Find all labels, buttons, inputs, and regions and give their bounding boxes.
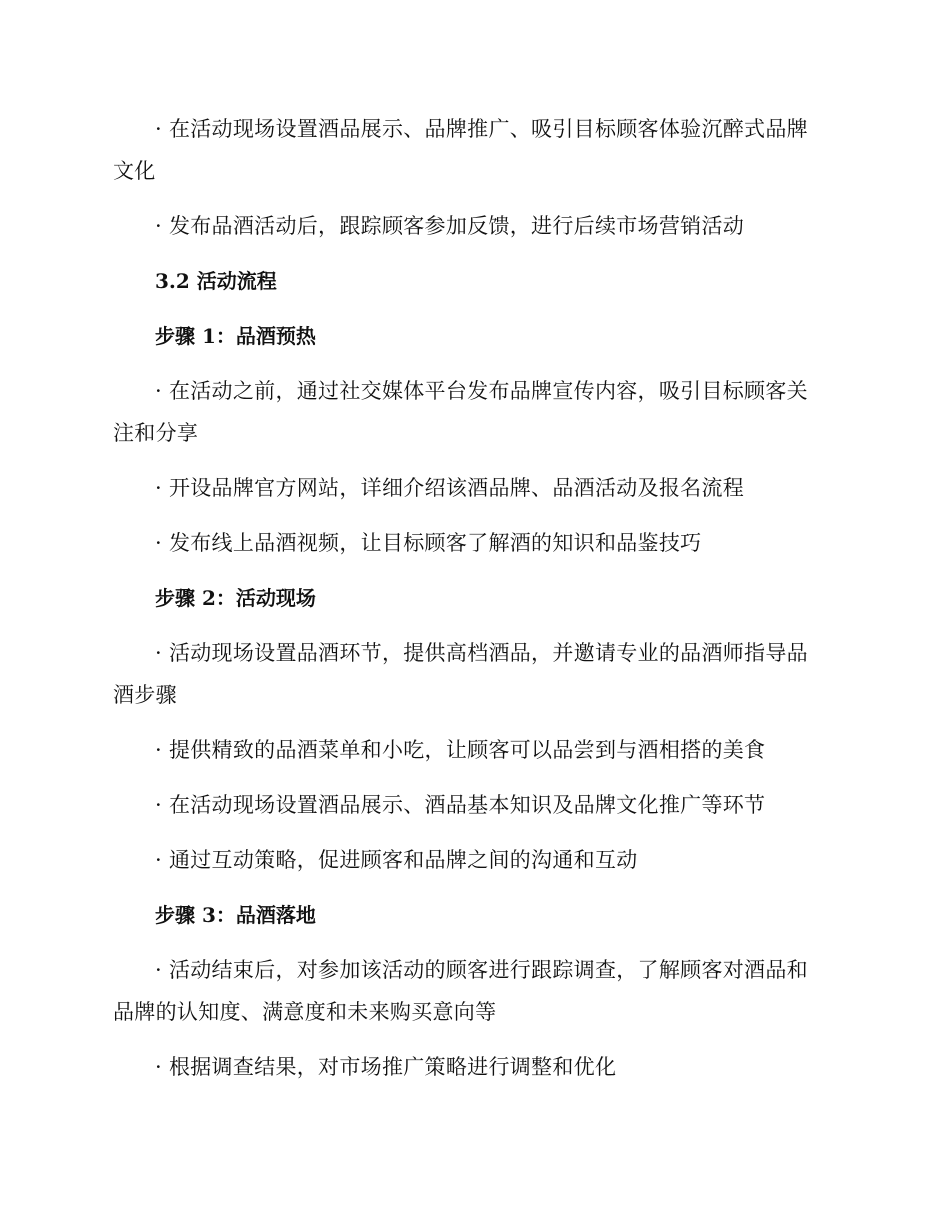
bullet-paragraph: · 活动结束后，对参加该活动的顾客进行跟踪调查，了解顾客对酒品和品牌的认知度、满意度和未来购买意向等 [113,958,808,1024]
bullet-paragraph: · 在活动之前，通过社交媒体平台发布品牌宣传内容，吸引目标顾客关注和分享 [113,379,808,445]
section-heading: 3.2 活动流程 [155,269,277,293]
bullet-paragraph: · 通过互动策略，促进顾客和品牌之间的沟通和互动 [155,848,638,872]
bullet-paragraph: · 活动现场设置品酒环节，提供高档酒品，并邀请专业的品酒师指导品酒步骤 [113,641,808,707]
bullet-paragraph: · 提供精致的品酒菜单和小吃，让顾客可以品尝到与酒相搭的美食 [155,738,766,762]
bullet-paragraph: · 发布品酒活动后，跟踪顾客参加反馈，进行后续市场营销活动 [155,214,745,238]
step-heading: 步骤 3：品酒落地 [155,903,316,927]
step-heading: 步骤 1：品酒预热 [155,324,316,348]
bullet-paragraph: · 在活动现场设置酒品展示、酒品基本知识及品牌文化推广等环节 [155,793,766,817]
bullet-paragraph: · 根据调查结果，对市场推广策略进行调整和优化 [155,1055,617,1079]
bullet-paragraph: · 在活动现场设置酒品展示、品牌推广、吸引目标顾客体验沉醉式品牌文化 [113,117,808,183]
bullet-paragraph: · 发布线上品酒视频，让目标顾客了解酒的知识和品鉴技巧 [155,531,702,555]
bullet-paragraph: · 开设品牌官方网站，详细介绍该酒品牌、品酒活动及报名流程 [155,476,745,500]
step-heading: 步骤 2：活动现场 [155,586,316,610]
document-body [113,108,825,1101]
